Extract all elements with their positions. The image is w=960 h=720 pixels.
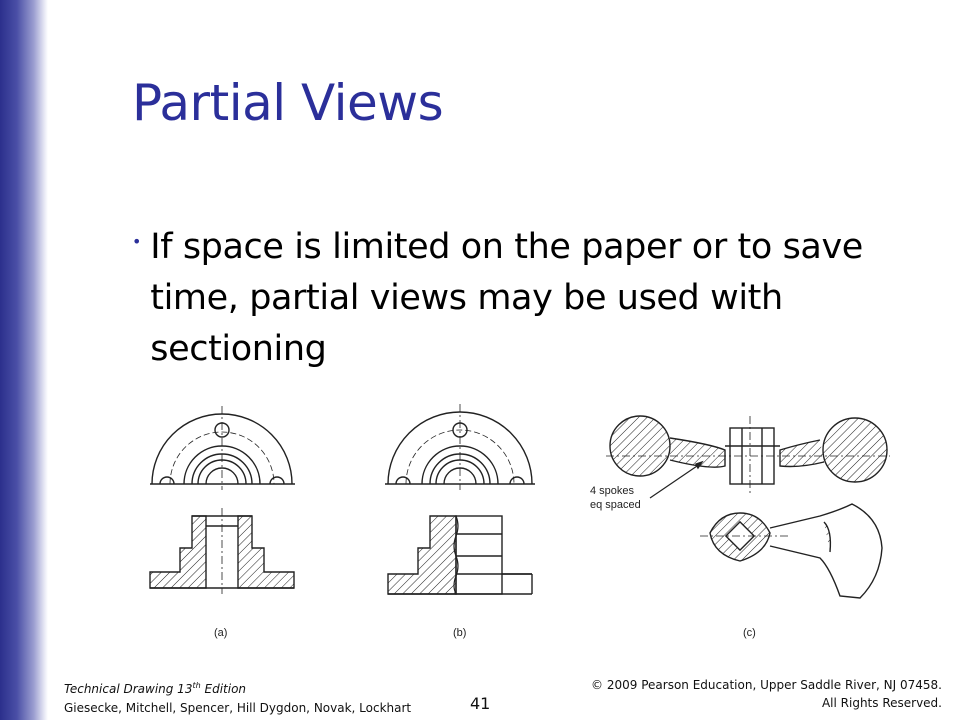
sidebar-gradient — [0, 0, 48, 720]
callout-line-2: eq spaced — [590, 499, 641, 511]
view-a-section — [150, 508, 294, 594]
bullet-text: If space is limited on the paper or to save time, partial views may be used with sectioning — [150, 227, 863, 369]
page-number: 41 — [470, 694, 491, 713]
view-b-section — [388, 516, 532, 594]
rights-text: All Rights Reserved. — [821, 696, 942, 710]
callout-line-1: 4 spokes — [590, 485, 635, 497]
authors: Giesecke, Mitchell, Spencer, Hill Dygdon, Novak, Lockhart — [64, 701, 412, 715]
book-edition: Technical Drawing 13th Edition — [64, 681, 247, 696]
label-a: (a) — [214, 627, 228, 639]
label-c: (c) — [743, 627, 756, 639]
footer-citation — [64, 676, 411, 718]
view-a-top — [150, 406, 295, 490]
slide-title: Partial Views — [132, 74, 444, 132]
partial-views-figure — [140, 398, 900, 648]
view-c-wheel — [606, 416, 890, 598]
view-b-top — [385, 404, 535, 490]
copyright-text: © 2009 Pearson Education, Upper Saddle River, NJ 07458. — [591, 678, 942, 692]
bullet-item — [132, 222, 892, 375]
footer-copyright — [591, 676, 942, 712]
label-b: (b) — [453, 627, 467, 639]
bullet-dot-icon: • — [132, 232, 142, 251]
